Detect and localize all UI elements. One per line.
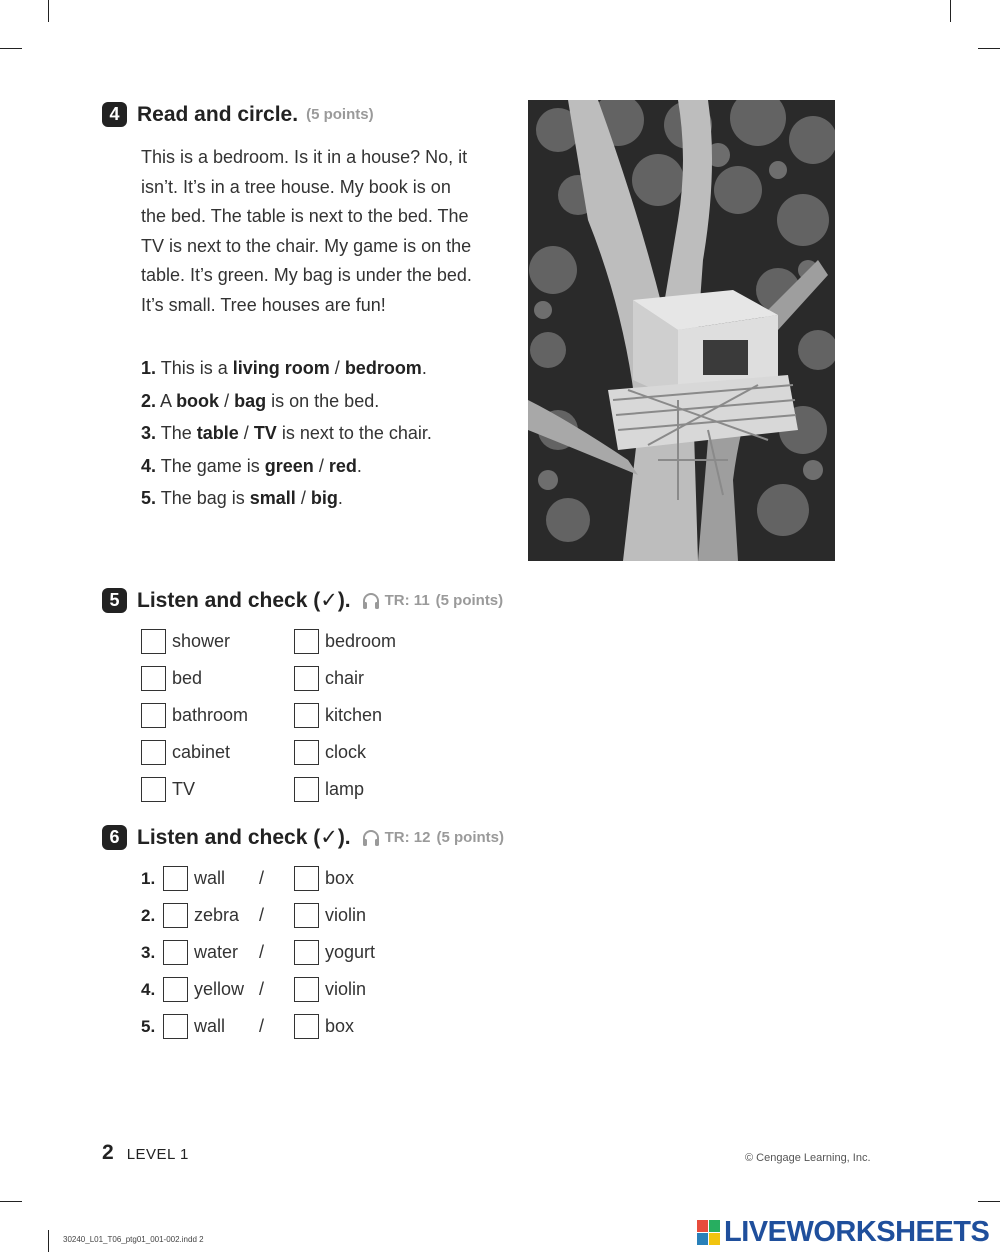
word-label: kitchen	[325, 705, 383, 725]
crop-mark	[978, 1201, 1000, 1202]
checkbox[interactable]	[141, 703, 166, 728]
word-label: TV	[172, 779, 196, 799]
separator: /	[259, 868, 265, 888]
option-b[interactable]: red	[328, 455, 357, 476]
section-title: Listen and check (✓).	[137, 826, 351, 849]
checkbox[interactable]	[294, 1014, 319, 1039]
word-label: bedroom	[325, 631, 397, 651]
points-label: (5 points)	[306, 106, 374, 123]
word-label: bathroom	[172, 705, 249, 725]
word-label: yellow	[194, 979, 245, 999]
crop-mark	[48, 0, 49, 22]
checkbox[interactable]	[163, 903, 188, 928]
brand-name: LIVEWORKSHEETS	[724, 1216, 990, 1248]
separator: /	[259, 905, 265, 925]
word-label: shower	[172, 631, 231, 651]
separator: /	[259, 979, 265, 999]
crop-mark	[950, 0, 951, 22]
item-number: 2.	[141, 905, 156, 925]
crop-mark	[0, 1201, 22, 1202]
word-label: water	[194, 942, 239, 962]
word-label: chair	[325, 668, 365, 688]
pair-row	[141, 897, 375, 934]
check-row	[141, 734, 447, 771]
checkbox[interactable]	[294, 777, 319, 802]
option-a[interactable]: table	[196, 423, 239, 443]
word-label: violin	[325, 979, 367, 999]
audio-track	[361, 828, 504, 848]
checkbox[interactable]	[141, 629, 166, 654]
section-title: Listen and check (✓).	[137, 589, 351, 612]
check-row	[141, 623, 447, 660]
checkbox[interactable]	[294, 940, 319, 965]
page-number: 2	[102, 1141, 114, 1164]
option-a[interactable]: book	[176, 390, 220, 411]
checkbox[interactable]	[294, 666, 319, 691]
checkbox[interactable]	[294, 629, 319, 654]
tree-house-photo	[528, 100, 835, 561]
word-label: lamp	[325, 779, 365, 799]
pair-row	[141, 1008, 375, 1045]
word-label: violin	[325, 905, 367, 925]
word-label: box	[325, 868, 355, 888]
word-label: yogurt	[325, 942, 376, 962]
checkbox[interactable]	[294, 866, 319, 891]
page-footer	[102, 1141, 189, 1165]
check-row	[141, 660, 447, 697]
word-label: wall	[194, 1016, 226, 1036]
reading-passage: This is a bedroom. Is it in a house? No, it isn’t. It’s in a tree house. My book is on the bed. The table is next to the bed. The TV is next to the chair. My game is on the table. It’s green. My bag is under the bed. It’s small. Tree houses are fun!	[141, 147, 472, 315]
word-label: box	[325, 1016, 355, 1036]
section-number-badge: 5	[102, 588, 127, 613]
question-item: 2. A book / bag is on the bed.	[141, 390, 380, 411]
file-slug: 30240_L01_T06_ptg01_001-002.indd 2	[63, 1235, 204, 1244]
headphones-icon	[361, 591, 381, 611]
crop-mark	[978, 48, 1000, 49]
checkbox[interactable]	[141, 666, 166, 691]
points-label: (5 points)	[435, 592, 504, 609]
question-item: 4. The game is green / red.	[141, 455, 362, 476]
question-item: 3. The table / TV is next to the chair.	[141, 423, 432, 443]
option-b[interactable]: bedroom	[344, 358, 422, 378]
word-label: wall	[194, 868, 226, 888]
checkbox[interactable]	[163, 866, 188, 891]
question-item: 5. The bag is small / big.	[141, 488, 343, 508]
item-number: 1.	[141, 868, 156, 888]
pair-row	[141, 934, 375, 971]
checkbox[interactable]	[141, 777, 166, 802]
option-b[interactable]: bag	[234, 390, 267, 411]
live-badge-icon	[697, 1220, 721, 1246]
word-label: zebra	[194, 905, 240, 925]
pair-row	[141, 860, 375, 897]
section-number-badge: 4	[102, 102, 127, 127]
separator: /	[259, 1016, 265, 1036]
word-label: clock	[325, 742, 367, 762]
checkbox[interactable]	[163, 977, 188, 1002]
option-b[interactable]: TV	[253, 423, 277, 443]
points-label: (5 points)	[436, 829, 504, 846]
item-number: 5.	[141, 1016, 156, 1036]
word-label: bed	[172, 668, 203, 688]
audio-track	[361, 591, 504, 611]
checkbox[interactable]	[294, 903, 319, 928]
option-a[interactable]: green	[264, 455, 314, 476]
check-grid	[141, 623, 447, 808]
check-row	[141, 771, 447, 808]
crop-mark	[0, 48, 22, 49]
word-label: cabinet	[172, 742, 231, 762]
checkbox[interactable]	[163, 940, 188, 965]
crop-mark	[48, 1230, 49, 1252]
section-5-header	[102, 588, 503, 613]
item-number: 4.	[141, 979, 156, 999]
track-label: TR: 12	[384, 829, 431, 846]
question-item: 1. This is a living room / bedroom.	[141, 358, 427, 378]
check-row	[141, 697, 447, 734]
section-4-header	[102, 102, 374, 127]
circle-questions	[141, 354, 432, 517]
checkbox[interactable]	[294, 703, 319, 728]
checkbox[interactable]	[294, 740, 319, 765]
checkbox[interactable]	[294, 977, 319, 1002]
section-number-badge: 6	[102, 825, 127, 850]
copyright: © Cengage Learning, Inc.	[745, 1152, 871, 1164]
checkbox[interactable]	[163, 1014, 188, 1039]
checkbox[interactable]	[141, 740, 166, 765]
option-b[interactable]: big	[310, 488, 338, 508]
headphones-icon	[361, 828, 381, 848]
separator: /	[259, 942, 265, 962]
liveworksheets-logo	[697, 1216, 989, 1249]
track-label: TR: 11	[384, 592, 430, 609]
section-title: Read and circle.	[137, 102, 299, 126]
level-label: LEVEL 1	[126, 1146, 189, 1163]
pair-grid	[141, 860, 375, 1045]
pair-row	[141, 971, 375, 1008]
option-a[interactable]: living room	[232, 358, 330, 378]
option-a[interactable]: small	[249, 488, 296, 508]
section-6-header	[102, 825, 504, 850]
item-number: 3.	[141, 942, 156, 962]
